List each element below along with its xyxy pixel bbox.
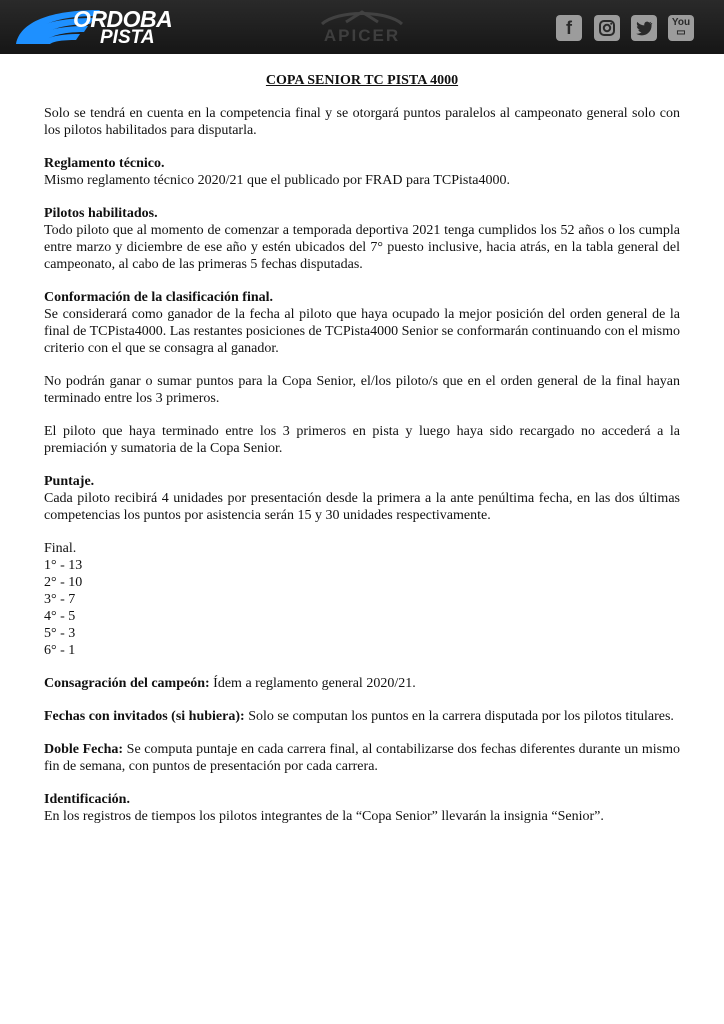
recargado-paragraph: El piloto que haya terminado entre los 3 primeros en pista y luego haya sido recargado no accederá a la premiación y sumatoria de la Copa Senior.: [44, 424, 680, 456]
puntaje-text: Cada piloto recibirá 4 unidades por presentación desde la primera a la ante penúltima fecha, en las dos últimas competencias los puntos por asistencia serán 15 y 30 unidades respectivamente.: [44, 491, 680, 523]
doble-fecha-heading: Doble Fecha:: [44, 742, 124, 757]
consagracion-heading: Consagración del campeón:: [44, 676, 210, 691]
instagram-link[interactable]: [594, 15, 620, 41]
youtube-link[interactable]: [668, 15, 694, 41]
doble-fecha-paragraph: [44, 741, 680, 775]
document-title: COPA SENIOR TC PISTA 4000: [265, 73, 459, 88]
conformacion-text: Se considerará como ganador de la fecha al piloto que haya ocupado la mejor posición del orden general de la final de TCPista4000. Las restantes posiciones de TCPista4000 Senior se conformarán continuando con el mismo criterio con el que se consagra al ganador.: [44, 307, 680, 356]
final-points-list: [44, 540, 680, 659]
reglamento-text: Mismo reglamento técnico 2020/21 que el publicado por FRAD para TCPista4000.: [44, 173, 510, 188]
invitados-text: Solo se computan los puntos en la carrera disputada por los pilotos titulares.: [244, 709, 674, 724]
final-label: Final.: [44, 541, 77, 556]
invitados-paragraph: [44, 708, 680, 725]
site-logo[interactable]: [10, 4, 173, 50]
consagracion-paragraph: [44, 675, 680, 692]
doble-fecha-text: Se computa puntaje en cada carrera final, al contabilizarse dos fechas diferentes durante un mismo fin de semana, con puntos de presentación por cada carrera.: [44, 742, 680, 774]
document-body: [44, 72, 680, 841]
logo-text-bottom: PISTA: [100, 27, 155, 48]
instagram-icon: [598, 19, 616, 37]
list-item: 6° - 1: [44, 643, 76, 658]
identificacion-text: En los registros de tiempos los pilotos integrantes de la “Copa Senior” llevarán la insignia “Senior”.: [44, 809, 604, 824]
twitter-link[interactable]: [631, 15, 657, 41]
reglamento-section: [44, 155, 680, 189]
reglamento-heading: Reglamento técnico.: [44, 156, 165, 171]
sponsor-logo: [302, 6, 422, 48]
conformacion-heading: Conformación de la clasificación final.: [44, 290, 274, 305]
pilotos-text: Todo piloto que al momento de comenzar a temporada deportiva 2021 tenga cumplidos los 52 años o los cumpla entre marzo y diciembre de ese año y estén ubicados del 7° puesto inclusive, hacia atrás, en la tabla general del campeonato, al cabo de las primeras 5 fechas disputadas.: [44, 223, 680, 272]
list-item: 5° - 3: [44, 626, 76, 641]
consagracion-text: Ídem a reglamento general 2020/21.: [209, 676, 416, 691]
site-header: [0, 0, 724, 54]
twitter-icon: [635, 20, 653, 36]
facebook-icon: f: [566, 17, 572, 38]
intro-paragraph: Solo se tendrá en cuenta en la competencia final y se otorgará puntos paralelos al campeonato general solo con los pilotos habilitados para disputarla.: [44, 106, 680, 138]
puntaje-heading: Puntaje.: [44, 474, 95, 489]
conformacion-section: [44, 289, 680, 357]
no-podran-paragraph: No podrán ganar o sumar puntos para la Copa Senior, el/los piloto/s que en el orden general de la final hayan terminado entre los 3 primeros.: [44, 374, 680, 406]
identificacion-section: [44, 791, 680, 825]
sponsor-emblem: [302, 6, 422, 28]
facebook-link[interactable]: [556, 15, 582, 41]
list-item: 1° - 13: [44, 558, 83, 573]
pilotos-section: [44, 205, 680, 273]
list-item: 2° - 10: [44, 575, 83, 590]
list-item: 4° - 5: [44, 609, 76, 624]
youtube-icon: You ▭: [671, 17, 691, 38]
sponsor-name: APICER: [323, 26, 401, 45]
list-item: 3° - 7: [44, 592, 76, 607]
puntaje-section: [44, 473, 680, 524]
logo-text-top: ORDOBA: [73, 6, 173, 32]
pilotos-heading: Pilotos habilitados.: [44, 206, 158, 221]
identificacion-heading: Identificación.: [44, 792, 130, 807]
invitados-heading: Fechas con invitados (si hubiera):: [44, 709, 245, 724]
